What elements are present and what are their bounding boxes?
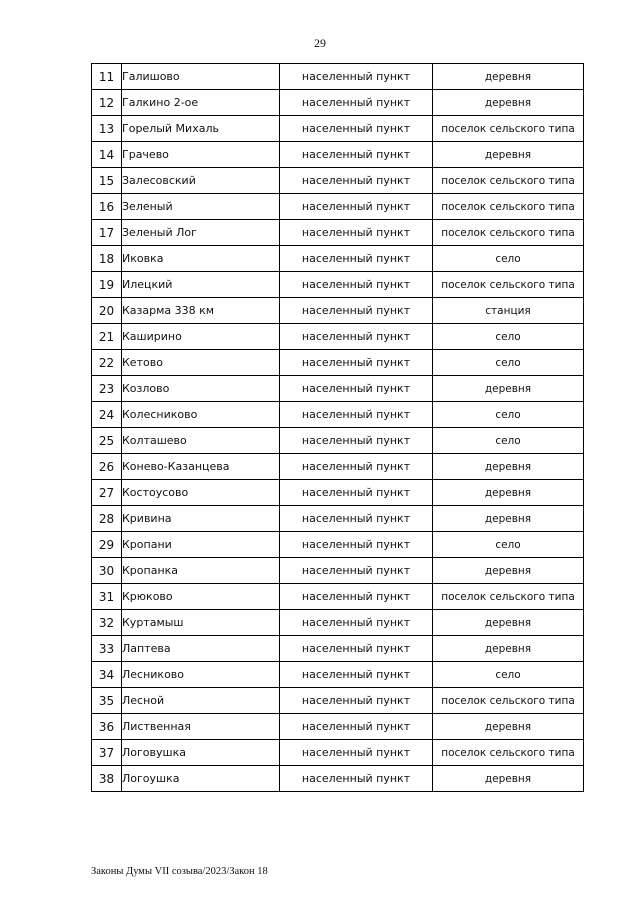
settlement-kind-cell: населенный пункт	[280, 558, 433, 584]
settlement-type-cell: село	[433, 246, 584, 272]
row-number-cell: 13	[92, 116, 122, 142]
row-number-cell: 15	[92, 168, 122, 194]
settlement-name-cell: Галишово	[122, 64, 280, 90]
row-number-cell: 21	[92, 324, 122, 350]
row-number-cell: 31	[92, 584, 122, 610]
settlement-type-cell: деревня	[433, 376, 584, 402]
settlements-table	[91, 63, 584, 792]
table-row	[92, 740, 584, 766]
settlement-kind-cell: населенный пункт	[280, 142, 433, 168]
table-row	[92, 142, 584, 168]
table-row	[92, 688, 584, 714]
settlement-type-cell: поселок сельского типа	[433, 272, 584, 298]
settlement-kind-cell: населенный пункт	[280, 220, 433, 246]
settlement-kind-cell: населенный пункт	[280, 532, 433, 558]
row-number-cell: 34	[92, 662, 122, 688]
settlement-type-cell: деревня	[433, 64, 584, 90]
settlement-kind-cell: населенный пункт	[280, 688, 433, 714]
settlement-kind-cell: населенный пункт	[280, 376, 433, 402]
settlement-type-cell: станция	[433, 298, 584, 324]
row-number-cell: 14	[92, 142, 122, 168]
settlement-type-cell: деревня	[433, 610, 584, 636]
settlement-name-cell: Грачево	[122, 142, 280, 168]
row-number-cell: 12	[92, 90, 122, 116]
page-footer: Законы Думы VII созыва/2023/Закон 18	[91, 866, 268, 877]
table-row	[92, 766, 584, 792]
table-row	[92, 90, 584, 116]
settlement-name-cell: Лиственная	[122, 714, 280, 740]
settlement-name-cell: Лесниково	[122, 662, 280, 688]
settlement-kind-cell: населенный пункт	[280, 168, 433, 194]
settlement-kind-cell: населенный пункт	[280, 402, 433, 428]
row-number-cell: 18	[92, 246, 122, 272]
settlement-kind-cell: населенный пункт	[280, 636, 433, 662]
table-row	[92, 428, 584, 454]
settlement-kind-cell: населенный пункт	[280, 298, 433, 324]
row-number-cell: 36	[92, 714, 122, 740]
settlement-name-cell: Лаптева	[122, 636, 280, 662]
row-number-cell: 25	[92, 428, 122, 454]
settlement-name-cell: Кривина	[122, 506, 280, 532]
settlement-type-cell: деревня	[433, 454, 584, 480]
row-number-cell: 23	[92, 376, 122, 402]
row-number-cell: 20	[92, 298, 122, 324]
settlement-kind-cell: населенный пункт	[280, 766, 433, 792]
row-number-cell: 22	[92, 350, 122, 376]
table-row	[92, 350, 584, 376]
settlement-type-cell: деревня	[433, 480, 584, 506]
table-row	[92, 64, 584, 90]
table-row	[92, 194, 584, 220]
settlement-kind-cell: населенный пункт	[280, 272, 433, 298]
settlement-name-cell: Горелый Михаль	[122, 116, 280, 142]
settlement-name-cell: Крюково	[122, 584, 280, 610]
settlement-type-cell: поселок сельского типа	[433, 688, 584, 714]
settlement-name-cell: Колесниково	[122, 402, 280, 428]
settlement-name-cell: Логоушка	[122, 766, 280, 792]
row-number-cell: 30	[92, 558, 122, 584]
row-number-cell: 33	[92, 636, 122, 662]
row-number-cell: 37	[92, 740, 122, 766]
settlement-name-cell: Лесной	[122, 688, 280, 714]
row-number-cell: 29	[92, 532, 122, 558]
settlement-type-cell: деревня	[433, 636, 584, 662]
table-row	[92, 116, 584, 142]
settlement-name-cell: Колташево	[122, 428, 280, 454]
table-row	[92, 246, 584, 272]
row-number-cell: 26	[92, 454, 122, 480]
settlement-type-cell: село	[433, 428, 584, 454]
row-number-cell: 11	[92, 64, 122, 90]
settlement-name-cell: Конево-Казанцева	[122, 454, 280, 480]
table-row	[92, 454, 584, 480]
settlement-type-cell: поселок сельского типа	[433, 168, 584, 194]
settlement-type-cell: поселок сельского типа	[433, 584, 584, 610]
settlement-type-cell: поселок сельского типа	[433, 116, 584, 142]
settlement-kind-cell: населенный пункт	[280, 428, 433, 454]
table-row	[92, 220, 584, 246]
table-row	[92, 714, 584, 740]
settlement-kind-cell: населенный пункт	[280, 350, 433, 376]
page-number: 29	[314, 36, 326, 50]
settlement-name-cell: Зеленый	[122, 194, 280, 220]
settlement-name-cell: Костоусово	[122, 480, 280, 506]
settlement-name-cell: Илецкий	[122, 272, 280, 298]
settlements-table-body	[92, 64, 584, 792]
settlement-type-cell: деревня	[433, 766, 584, 792]
table-row	[92, 480, 584, 506]
settlement-kind-cell: населенный пункт	[280, 194, 433, 220]
table-row	[92, 324, 584, 350]
settlement-type-cell: село	[433, 402, 584, 428]
table-row	[92, 272, 584, 298]
settlement-kind-cell: населенный пункт	[280, 506, 433, 532]
settlement-name-cell: Казарма 338 км	[122, 298, 280, 324]
table-row	[92, 532, 584, 558]
row-number-cell: 38	[92, 766, 122, 792]
settlement-kind-cell: населенный пункт	[280, 246, 433, 272]
settlement-kind-cell: населенный пункт	[280, 90, 433, 116]
settlement-name-cell: Кропанка	[122, 558, 280, 584]
table-row	[92, 610, 584, 636]
row-number-cell: 24	[92, 402, 122, 428]
table-row	[92, 402, 584, 428]
settlement-kind-cell: населенный пункт	[280, 480, 433, 506]
settlement-name-cell: Кетово	[122, 350, 280, 376]
settlement-kind-cell: населенный пункт	[280, 610, 433, 636]
settlement-kind-cell: населенный пункт	[280, 454, 433, 480]
settlement-type-cell: село	[433, 532, 584, 558]
row-number-cell: 32	[92, 610, 122, 636]
settlement-type-cell: деревня	[433, 506, 584, 532]
table-row	[92, 558, 584, 584]
settlement-type-cell: поселок сельского типа	[433, 194, 584, 220]
settlement-name-cell: Иковка	[122, 246, 280, 272]
row-number-cell: 17	[92, 220, 122, 246]
settlement-type-cell: поселок сельского типа	[433, 220, 584, 246]
table-row	[92, 168, 584, 194]
settlement-name-cell: Зеленый Лог	[122, 220, 280, 246]
settlement-type-cell: деревня	[433, 142, 584, 168]
settlement-name-cell: Логовушка	[122, 740, 280, 766]
settlement-kind-cell: населенный пункт	[280, 64, 433, 90]
settlement-kind-cell: населенный пункт	[280, 584, 433, 610]
settlement-kind-cell: населенный пункт	[280, 324, 433, 350]
settlement-type-cell: село	[433, 324, 584, 350]
table-row	[92, 636, 584, 662]
row-number-cell: 16	[92, 194, 122, 220]
settlement-type-cell: поселок сельского типа	[433, 740, 584, 766]
table-row	[92, 506, 584, 532]
settlement-name-cell: Куртамыш	[122, 610, 280, 636]
row-number-cell: 35	[92, 688, 122, 714]
settlement-name-cell: Козлово	[122, 376, 280, 402]
table-row	[92, 376, 584, 402]
settlement-name-cell: Галкино 2-ое	[122, 90, 280, 116]
row-number-cell: 28	[92, 506, 122, 532]
settlement-kind-cell: населенный пункт	[280, 714, 433, 740]
settlement-type-cell: село	[433, 662, 584, 688]
settlement-name-cell: Залесовский	[122, 168, 280, 194]
settlement-type-cell: село	[433, 350, 584, 376]
settlement-kind-cell: населенный пункт	[280, 740, 433, 766]
settlement-name-cell: Каширино	[122, 324, 280, 350]
settlement-name-cell: Кропани	[122, 532, 280, 558]
settlement-kind-cell: населенный пункт	[280, 662, 433, 688]
row-number-cell: 27	[92, 480, 122, 506]
settlement-type-cell: деревня	[433, 558, 584, 584]
table-row	[92, 584, 584, 610]
settlement-type-cell: деревня	[433, 90, 584, 116]
table-row	[92, 662, 584, 688]
settlement-kind-cell: населенный пункт	[280, 116, 433, 142]
row-number-cell: 19	[92, 272, 122, 298]
settlement-type-cell: деревня	[433, 714, 584, 740]
table-row	[92, 298, 584, 324]
